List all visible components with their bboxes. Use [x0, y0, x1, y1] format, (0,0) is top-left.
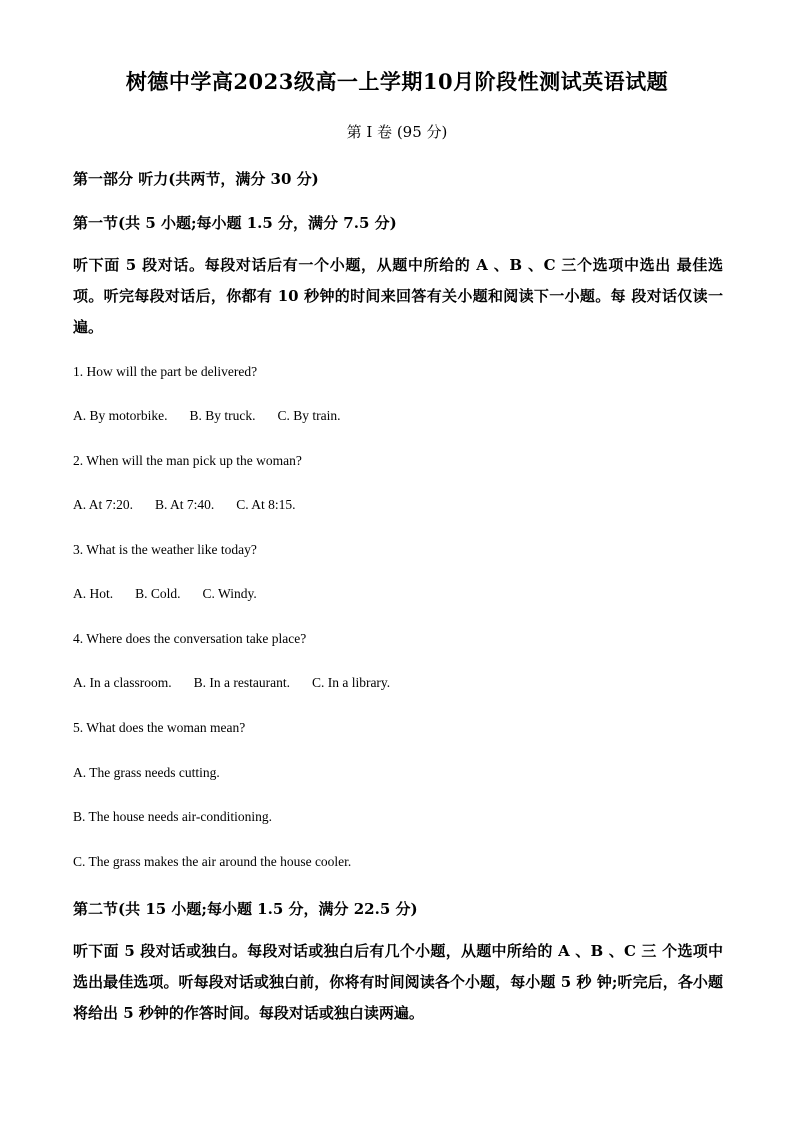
- option: C. In a library.: [311, 675, 391, 690]
- option: C. At 8:15.: [236, 497, 296, 512]
- question-5-stem: 5. What does the woman mean?: [73, 720, 246, 735]
- question-4-stem: 4. Where does the conversation take place?: [73, 631, 307, 646]
- exam-title: 树德中学高2023级高一上学期10月阶段性测试英语试题: [125, 69, 669, 94]
- option: A. By motorbike.: [73, 408, 168, 423]
- question-3-stem: 3. What is the weather like today?: [73, 542, 257, 557]
- part-one-heading: 第一部分 听力(共两节，满分 30 分): [73, 170, 319, 188]
- question-5-option-a: A. The grass needs cutting.: [73, 765, 220, 780]
- option: B. Cold.: [135, 586, 181, 601]
- question-1-options: [73, 408, 363, 424]
- question-2-stem: 2. When will the man pick up the woman?: [73, 453, 302, 468]
- option: B. In a restaurant.: [193, 675, 290, 690]
- section-one-heading: 第一节(共 5 小题;每小题 1.5 分，满分 7.5 分): [73, 214, 397, 232]
- question-3-options: [73, 586, 279, 602]
- section-two-instructions: 听下面 5 段对话或独白。每段对话或独白后有几个小题，从题中所给的 A 、B 、C 三 个选项中选出最佳选项。听每段对话或独白前，你将有时间阅读各个小题，每小题 5 秒 钟;听完后，各小题将给出 5 秒钟的作答时间。每段对话或独白读两遍。: [73, 942, 723, 1022]
- option: A. Hot.: [73, 586, 114, 601]
- section-two-heading: 第二节(共 15 小题;每小题 1.5 分，满分 22.5 分): [73, 900, 418, 918]
- question-5-option-b: B. The house needs air-conditioning.: [73, 809, 272, 824]
- option: B. At 7:40.: [155, 497, 215, 512]
- question-1-stem: 1. How will the part be delivered?: [73, 364, 258, 379]
- option: C. By train.: [277, 408, 341, 423]
- option: B. By truck.: [189, 408, 256, 423]
- section-one-instructions: 听下面 5 段对话。每段对话后有一个小题，从题中所给的 A 、B 、C 三个选项中选出 最佳选项。听完每段对话后，你都有 10 秒钟的时间来回答有关小题和阅读下一小题。每 段对话仅读一遍。: [73, 256, 723, 336]
- option: A. At 7:20.: [73, 497, 134, 512]
- question-2-options: [73, 497, 318, 513]
- question-5-option-c: C. The grass makes the air around the house cooler.: [73, 854, 352, 869]
- paper-section-label: 第 I 卷 (95 分): [346, 123, 448, 141]
- option: C. Windy.: [202, 586, 257, 601]
- option: A. In a classroom.: [73, 675, 172, 690]
- question-4-options: [73, 675, 412, 691]
